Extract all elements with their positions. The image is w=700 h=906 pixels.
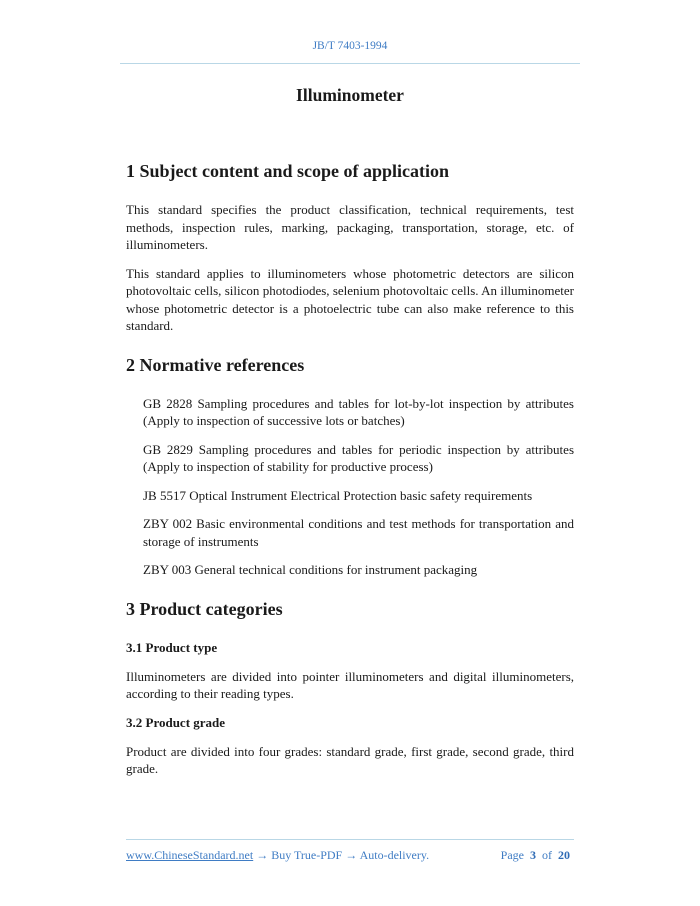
page-indicator: [501, 848, 570, 863]
header-divider: [120, 63, 580, 64]
reference-item: GB 2828 Sampling procedures and tables for lot-by-lot inspection by attributes (Apply to inspection of successive lots or batches): [143, 395, 574, 428]
document-title: Illuminometer: [296, 85, 404, 105]
page-of-label: of: [542, 848, 552, 862]
footer-divider: [126, 839, 574, 840]
section-1-paragraph-1: This standard specifies the product classification, technical requirements, test methods, inspection rules, marking, packaging, transportation, storage, etc. of illuminometers.: [126, 202, 574, 252]
section-1-paragraph-2: This standard applies to illuminometers whose photometric detectors are silicon photovoltaic cells, silicon photodiodes, selenium photovoltaic cells. An illuminometer whose photometric detector is a photoelectric tube can also make reference to this standard.: [126, 265, 574, 333]
page-total: 20: [558, 848, 570, 862]
footer-tagline: → Buy True-PDF → Auto-delivery.: [253, 848, 430, 862]
page-footer: [126, 848, 574, 863]
reference-item: ZBY 002 Basic environmental conditions and test methods for transportation and storage of instruments: [143, 516, 574, 549]
subsection-3-2-text: Product are divided into four grades: standard grade, first grade, second grade, third grade.: [126, 743, 574, 776]
reference-item: ZBY 003 General technical conditions for instrument packaging: [143, 562, 478, 577]
subsection-3-2-heading: 3.2 Product grade: [126, 714, 226, 730]
subsection-3-1-text: Illuminometers are divided into pointer illuminometers and digital illuminometers, according to their reading types.: [126, 668, 574, 701]
section-2-heading: 2 Normative references: [126, 354, 305, 375]
page-current: 3: [530, 848, 536, 862]
site-link[interactable]: www.ChineseStandard.net: [126, 848, 254, 862]
section-3-heading: 3 Product categories: [126, 598, 283, 619]
reference-item: JB 5517 Optical Instrument Electrical Protection basic safety requirements: [143, 487, 533, 503]
subsection-3-1-heading: 3.1 Product type: [126, 639, 218, 655]
document-body: [126, 158, 574, 778]
reference-item: GB 2829 Sampling procedures and tables for periodic inspection by attributes (Apply to inspection of stability for productive process): [143, 441, 574, 474]
running-header: JB/T 7403-1994: [312, 40, 388, 52]
section-1-heading: 1 Subject content and scope of application: [126, 161, 450, 181]
page-label: Page: [500, 848, 524, 862]
